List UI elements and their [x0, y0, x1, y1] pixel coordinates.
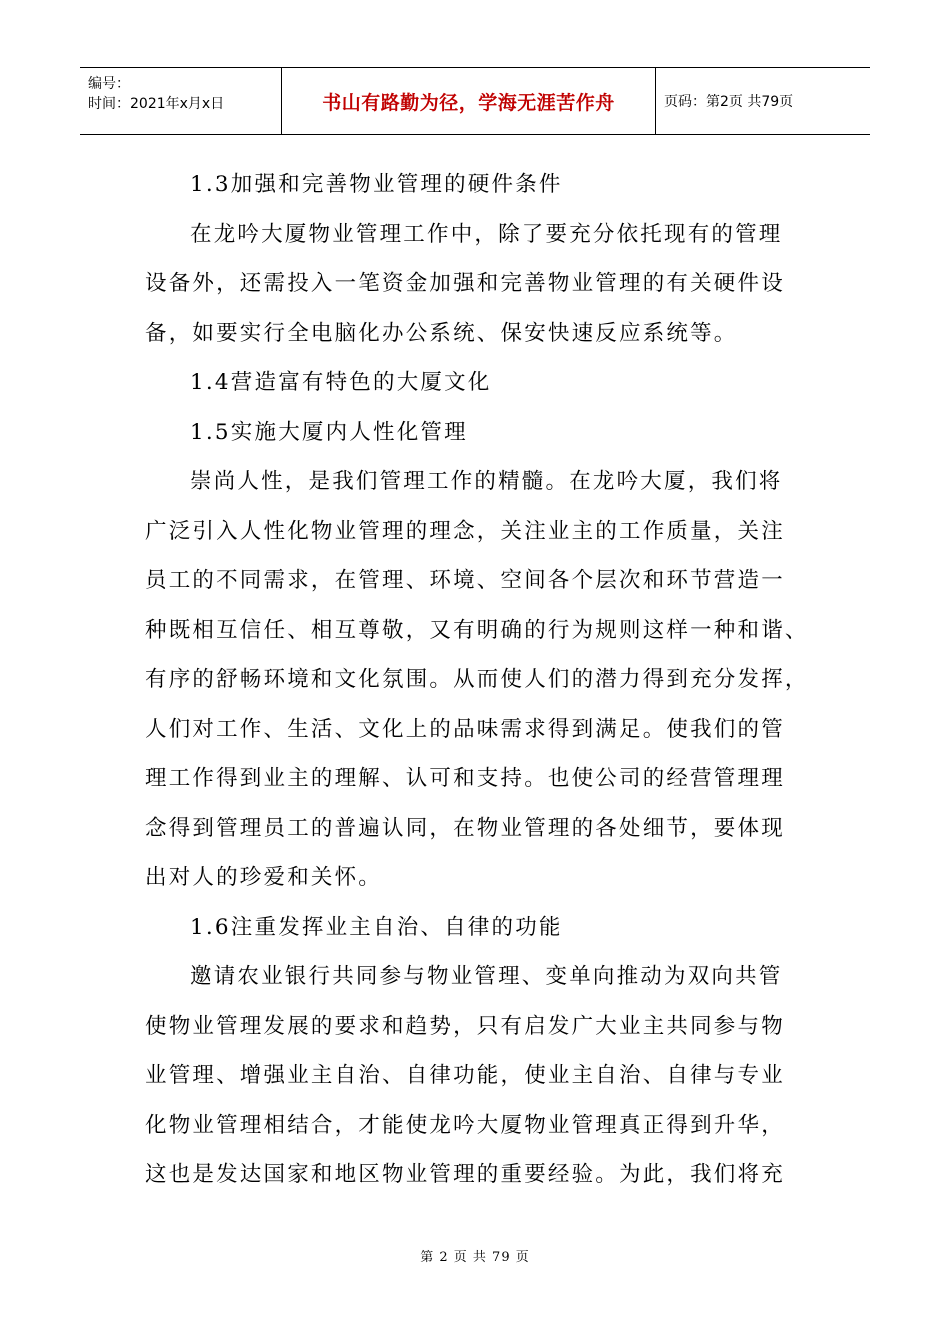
- document-header: [80, 67, 870, 135]
- paragraph-line: 人们对工作、生活、文化上的品味需求得到满足。使我们的管: [145, 716, 785, 742]
- document-body: [145, 160, 809, 1200]
- document-number-label: 编号：: [88, 76, 130, 92]
- paragraph-line: 使物业管理发展的要求和趋势，只有启发广大业主共同参与物: [145, 1013, 785, 1039]
- paragraph-line: 念得到管理员工的普遍认同，在物业管理的各处细节，要体现: [145, 815, 785, 841]
- header-motto: 书山有路勤为径，学海无涯苦作舟: [282, 68, 656, 134]
- paragraph-line: 化物业管理相结合，才能使龙吟大厦物业管理真正得到升华，: [145, 1112, 785, 1138]
- paragraph-line: 理工作得到业主的理解、认可和支持。也使公司的经营管理理: [145, 766, 785, 791]
- paragraph-line: 设备外，还需投入一笔资金加强和完善物业管理的有关硬件设: [145, 271, 785, 296]
- section-heading-1-5: 1.5实施大厦内人性化管理: [190, 419, 468, 445]
- section-heading-1-6: 1.6注重发挥业主自治、自律的功能: [190, 914, 563, 940]
- page-footer: 第 2 页 共 79 页: [420, 1250, 530, 1265]
- section-heading-1-4: 1.4营造富有特色的大厦文化: [190, 370, 492, 395]
- paragraph-line: 崇尚人性，是我们管理工作的精髓。在龙吟大厦，我们将: [190, 469, 783, 494]
- paragraph-line: 备，如要实行全电脑化办公系统、保安快速反应系统等。: [145, 320, 738, 346]
- paragraph-line: 种既相互信任、相互尊敬，又有明确的行为规则这样一种和谐、: [145, 617, 809, 643]
- header-meta: [80, 68, 282, 134]
- paragraph-line: 邀请农业银行共同参与物业管理、变单向推动为双向共管: [190, 964, 783, 989]
- paragraph-line: 在龙吟大厦物业管理工作中，除了要充分依托现有的管理: [190, 221, 783, 247]
- paragraph-line: 员工的不同需求，在管理、环境、空间各个层次和环节营造一: [145, 568, 785, 593]
- paragraph-line: 这也是发达国家和地区物业管理的重要经验。为此，我们将充: [145, 1162, 785, 1187]
- paragraph-line: 广泛引入人性化物业管理的理念，关注业主的工作质量，关注: [145, 518, 785, 544]
- paragraph-line: 业管理、增强业主自治、自律功能，使业主自治、自律与专业: [145, 1063, 785, 1088]
- header-page-code: 页码：第2页 共79页: [664, 94, 794, 110]
- section-heading-1-3: 1.3加强和完善物业管理的硬件条件: [190, 172, 563, 197]
- paragraph-line: 有序的舒畅环境和文化氛围。从而使人们的潜力得到充分发挥，: [145, 667, 809, 692]
- document-date: 时间：2021年x月x日: [88, 96, 225, 112]
- paragraph-line: 出对人的珍爱和关怀。: [145, 865, 383, 890]
